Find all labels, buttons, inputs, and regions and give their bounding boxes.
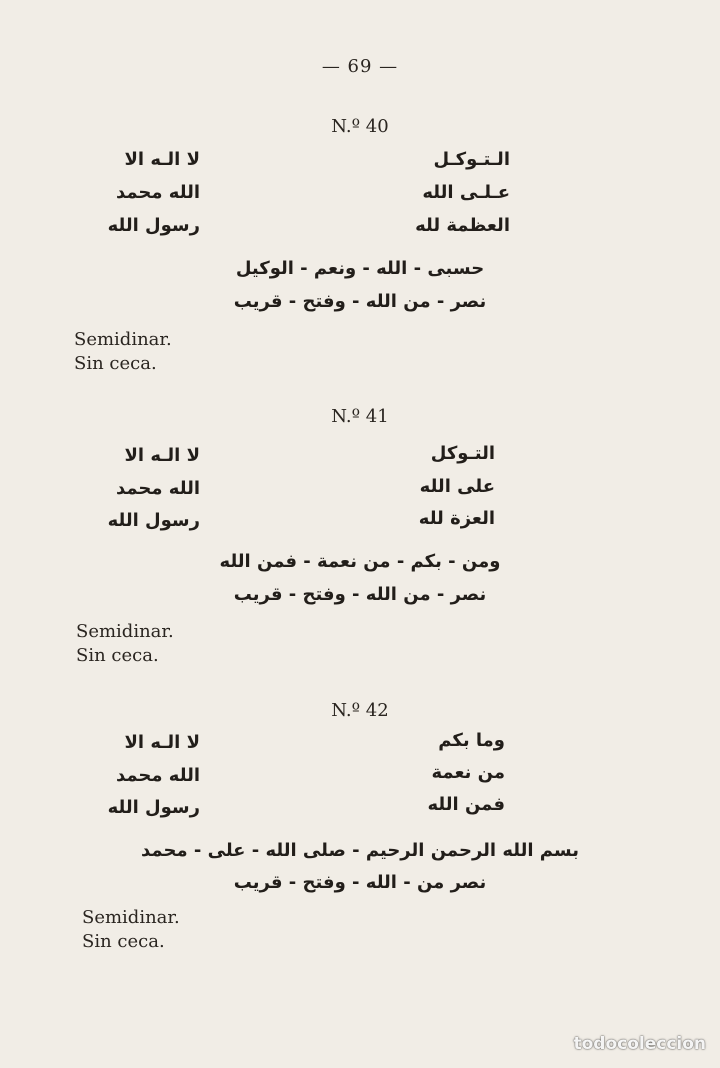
left-field-line-1: لا الـه الا <box>124 732 200 753</box>
legend-line-1: ومن - بكم - من نعمة - فمن الله <box>219 551 501 572</box>
legend-line-2: نصر - من الله - وفتح - قريب <box>233 584 487 605</box>
left-field-line-2: الله محمد <box>115 765 200 786</box>
right-field-line-1: وما بكم <box>438 730 505 751</box>
right-field-line-3: العزة لله <box>418 508 495 529</box>
right-field-line-3: العظمة لله <box>415 215 510 236</box>
left-field-line-3: رسول الله <box>107 510 200 531</box>
right-field-line-1: التـوكل <box>430 443 495 464</box>
description-type: Semidinar. <box>82 907 180 928</box>
entry-heading-41: N.º 41 <box>331 406 389 427</box>
right-field-line-1: الـتـوكـل <box>433 149 510 170</box>
left-field-line-3: رسول الله <box>107 215 200 236</box>
legend-line-2: نصر من - الله - وفتح - قريب <box>233 872 487 893</box>
description-type: Semidinar. <box>74 329 172 350</box>
left-field-line-1: لا الـه الا <box>124 445 200 466</box>
watermark-logo: todocoleccion <box>573 1034 706 1054</box>
entry-heading-42: N.º 42 <box>331 700 389 721</box>
right-field-line-3: فمن الله <box>427 794 505 815</box>
description-type: Semidinar. <box>76 621 174 642</box>
left-field-line-2: الله محمد <box>115 478 200 499</box>
left-field-line-2: الله محمد <box>115 182 200 203</box>
entry-heading-40: N.º 40 <box>331 116 389 137</box>
legend-line-1: حسبى - الله - ونعم - الوكيل <box>235 258 485 279</box>
right-field-line-2: من نعمة <box>431 762 505 783</box>
legend-line-2: نصر - من الله - وفتح - قريب <box>233 291 487 312</box>
legend-line-1: بسم الله الرحمن الرحيم - صلى الله - على - محمد <box>141 840 579 861</box>
left-field-line-1: لا الـه الا <box>124 149 200 170</box>
right-field-line-2: على الله <box>419 476 495 497</box>
right-field-line-2: عـلـى الله <box>422 182 510 203</box>
description-mint: Sin ceca. <box>76 645 159 666</box>
description-mint: Sin ceca. <box>74 353 157 374</box>
description-mint: Sin ceca. <box>82 931 165 952</box>
page-number: — 69 — <box>321 56 399 77</box>
left-field-line-3: رسول الله <box>107 797 200 818</box>
